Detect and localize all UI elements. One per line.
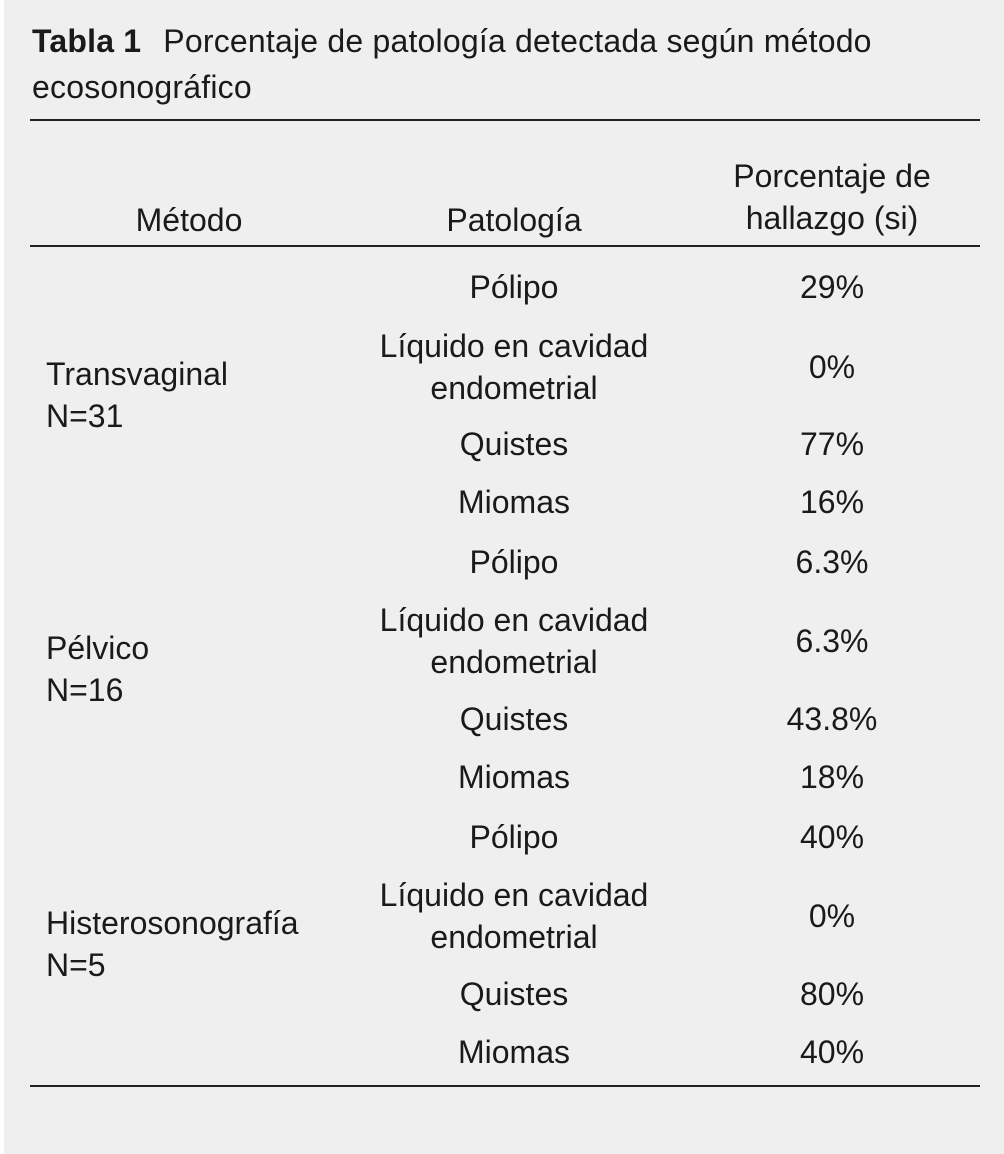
group-method: Transvaginal (46, 356, 229, 392)
group-method: Pélvico (46, 630, 150, 666)
row-pathology: Quistes (459, 426, 569, 462)
row-percentage: 18% (799, 759, 865, 795)
row-percentage: 6.3% (795, 623, 869, 659)
row-pathology: Pólipo (469, 819, 559, 855)
table-label: Tabla 1 (32, 23, 142, 59)
row-pathology: Miomas (457, 759, 570, 795)
row-percentage: 77% (799, 426, 865, 462)
group-n: N=16 (46, 672, 124, 708)
row-percentage: 29% (799, 269, 865, 305)
group-method: Histerosonografía (46, 905, 299, 941)
top-rule (30, 119, 980, 121)
table-title: Porcentaje de patología detectada según método ecosonográfico (32, 23, 872, 105)
row-percentage: 16% (799, 484, 865, 520)
row-pathology: Líquido en cavidad endometrial (379, 602, 649, 680)
group-n: N=31 (46, 398, 124, 434)
row-percentage: 80% (799, 976, 865, 1012)
group-n: N=5 (46, 947, 106, 983)
row-percentage: 43.8% (786, 701, 878, 737)
bottom-rule (30, 1085, 980, 1087)
table-panel (4, 0, 1004, 1154)
group-label-pelvico (46, 627, 149, 711)
row-pathology: Miomas (457, 484, 570, 520)
table-caption (32, 18, 992, 110)
row-pathology: Pólipo (469, 544, 559, 580)
row-percentage: 0% (808, 349, 856, 385)
row-pathology: Líquido en cavidad endometrial (379, 328, 649, 406)
group-label-transvaginal (46, 353, 228, 437)
group-label-histerosonografia (46, 902, 299, 986)
row-percentage: 0% (808, 898, 856, 934)
row-pathology: Quistes (459, 701, 569, 737)
header-percentage: Porcentaje de hallazgo (si) (733, 158, 931, 236)
row-percentage: 6.3% (795, 544, 869, 580)
header-method: Método (135, 202, 243, 238)
row-pathology: Pólipo (469, 269, 559, 305)
row-pathology: Quistes (459, 976, 569, 1012)
header-rule (30, 245, 980, 247)
row-pathology: Miomas (457, 1034, 570, 1070)
row-percentage: 40% (799, 1034, 865, 1070)
row-pathology: Líquido en cavidad endometrial (379, 877, 649, 955)
header-pathology: Patología (446, 202, 582, 238)
row-percentage: 40% (799, 819, 865, 855)
